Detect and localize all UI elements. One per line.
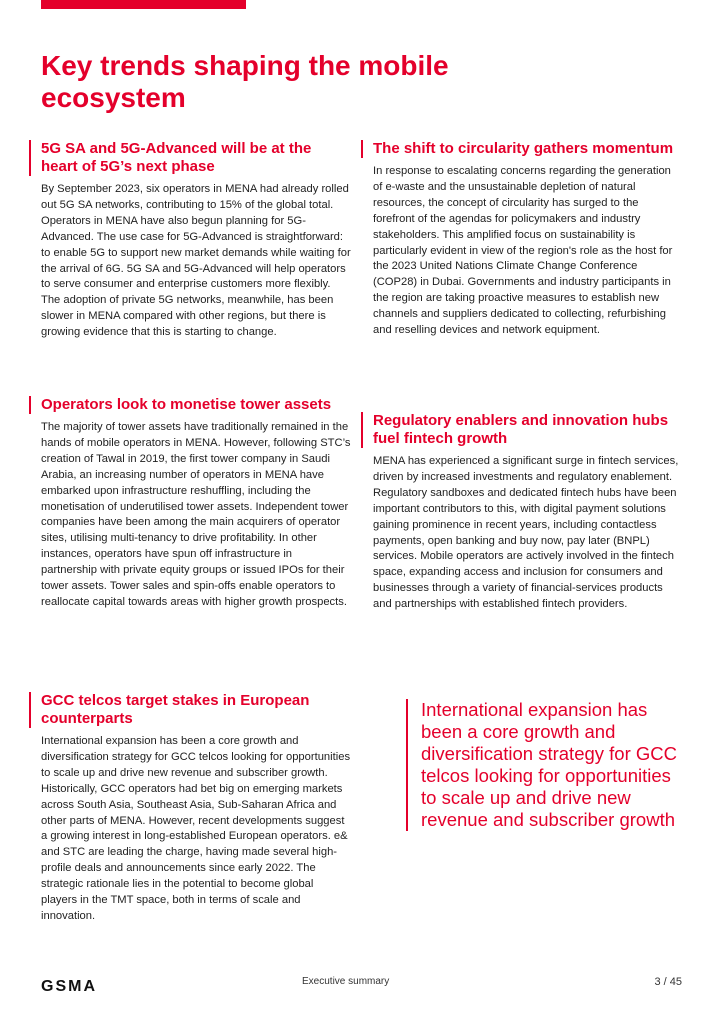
section-title: The shift to circularity gathers momentum: [361, 140, 683, 158]
gsma-logo: GSMA: [41, 978, 97, 995]
section-tower-assets: [41, 396, 351, 611]
section-title: 5G SA and 5G-Advanced will be at the heart of 5G’s next phase: [29, 140, 351, 176]
section-gcc-telcos: [41, 692, 351, 925]
section-circularity: [373, 140, 683, 339]
section-body: International expansion has been a core growth and diversification strategy for GCC telcos looking for opportunities to scale up and drive new revenue and subscriber growth. Historically, GCC operators had bet big on emerging markets across South Asia, Southeast Asia, Sub-Saharan Africa and other parts of MENA. However, recent developments suggest a growing interest in long-established European operators. e& and STC are leading the charge, having made several high-profile deals and announcements since early 2022. The strategic rationale lies in the potential to become global players in the TMT space, both in terms of scale and innovation.: [41, 735, 351, 922]
section-title: Operators look to monetise tower assets: [29, 396, 351, 414]
section-body: In response to escalating concerns regarding the generation of e-waste and the unsustainable depletion of natural resources, the concept of circularity has surged to the forefront of the agendas for policymakers and industry stakeholders. This amplified focus on sustainability is particularly evident in view of the region's role as the host for the 2023 United Nations Climate Change Conference (COP28) in Dubai. Governments and industry participants in the region are taking proactive measures to establish new channels and suppliers dedicated to collecting, refurbishing and reselling devices and network equipment.: [373, 165, 673, 337]
section-fintech: [373, 412, 683, 613]
footer-section-label: Executive summary: [302, 976, 390, 987]
page-number: 3 / 45: [654, 976, 682, 988]
top-accent-bar: [41, 0, 246, 9]
section-title: Regulatory enablers and innovation hubs fuel fintech growth: [361, 412, 683, 448]
section-body: MENA has experienced a significant surge in fintech services, driven by increased investments and regulatory enablement. Regulatory sandboxes and dedicated fintech hubs have been important contributors to this, with digital payment solutions gaining prominence in recent years, including contactless payments, open banking and buy now, pay later (BNPL) services. Mobile operators are actively involved in the fintech space, expanding access and inclusion for consumers and businesses through a variety of financial-services products and partnerships with established fintech providers.: [373, 455, 679, 611]
section-body: By September 2023, six operators in MENA had already rolled out 5G SA networks, contributing to 15% of the global total. Operators in MENA have also begun planning for 5G-Advanced. The use case for 5G-Advanced is straightforward: to enable 5G to support new market demands while waiting for the arrival of 6G. 5G SA and 5G-Advanced will help operators to serve consumer and enterprise customers more flexibly. The adoption of private 5G networks, meanwhile, has been slower in MENA compared with other regions, but there is growing evidence that this is starting to change.: [41, 183, 351, 339]
section-5g-sa: [41, 140, 351, 341]
section-title: GCC telcos target stakes in European counterparts: [29, 692, 351, 728]
page-title: Key trends shaping the mobile ecosystem: [41, 50, 449, 113]
section-body: The majority of tower assets have traditionally remained in the hands of mobile operators in MENA. However, following STC’s creation of Tawal in 2019, the first tower company in Saudi Arabia, an increasing number of operators in MENA have embarked upon infrastructure reshuffling, including the monetisation of underutilised tower assets. Independent tower companies have been among the main acquirers of operator sites, utilising multi-tenancy to drive profitability. In other instances, operators have spun off infrastructure in partnership with private equity groups or issued IPOs for their tower assets. Tower sales and spin-offs enable operators to reallocate capital towards areas with higher growth prospects.: [41, 421, 351, 608]
pull-quote: International expansion has been a core growth and diversification strategy for GCC telcos looking for opportunities to scale up and drive new revenue and subscriber growth: [406, 699, 683, 831]
